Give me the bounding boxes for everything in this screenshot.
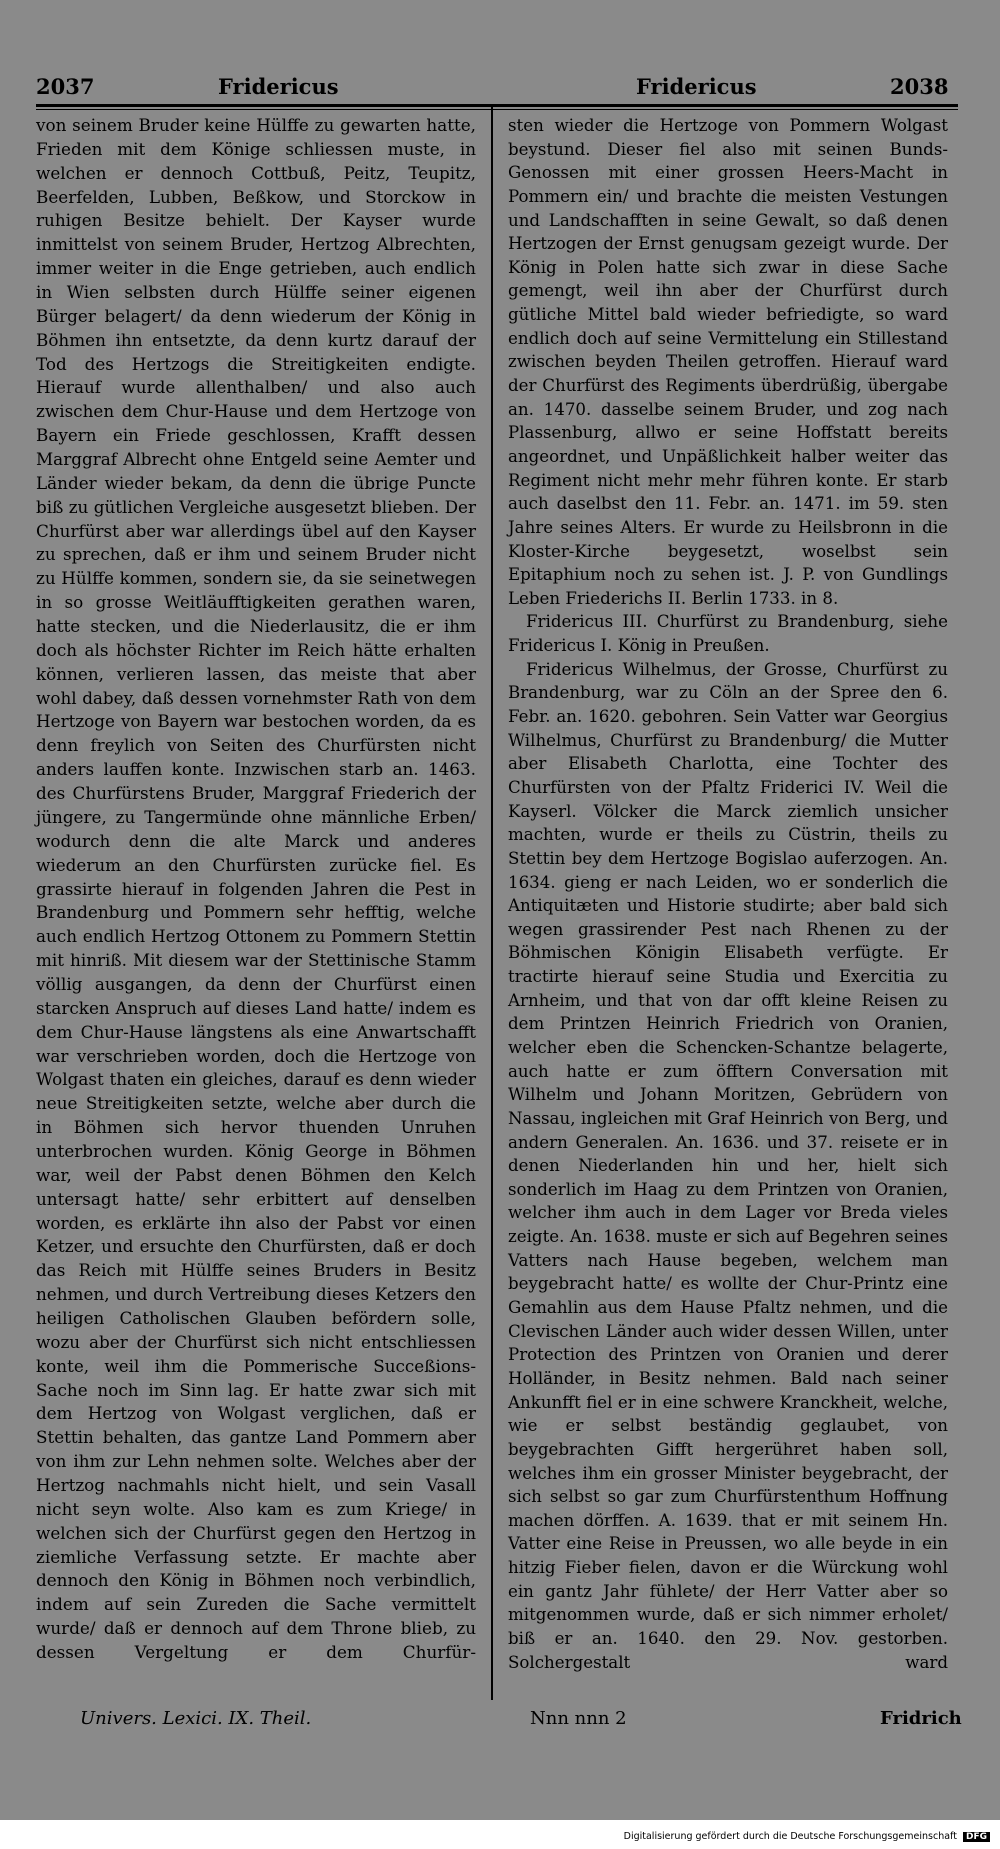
left-running-title: Fridericus <box>218 74 339 99</box>
digitization-notice <box>624 1831 990 1842</box>
left-column-paragraph: von seinem Bruder keine Hülffe zu gewarten hatte, Frieden mit dem Könige schliessen muste, in welchen er dennoch Cottbuß, Peitz, Teupitz, Beerfelden, Lubben, Beßkow, und Storckow in ruhigen Besitze behielt. Der Kayser wurde inmittelst von seinem Bruder, Hertzog Albrechten, immer weiter in die Enge getrieben, auch endlich in Wien selbsten durch Hülffe seiner eigenen Bürger belagert/ da denn wiederum der König in Böhmen ihn entsetzte, da denn kurtz darauf der Tod des Hertzogs die Streitigkeiten endigte. Hierauf wurde allenthalben/ und also auch zwischen dem Chur-Hause und dem Hertzoge von Bayern ein Friede geschlossen, Krafft dessen Marggraf Albrecht ohne Entgeld seine Aemter und Länder wieder bekam, da denn die übrige Puncte biß zu gütlichen Vergleiche ausgesetzt blieben. Der Churfürst aber war allerdings übel auf den Kayser zu sprechen, daß er ihm und seinem Bruder nicht zu Hülffe kommen, sondern sie, da sie seinetwegen in so grosse Weitläufftigkeiten gerathen waren, hatte stecken, und die Niederlausitz, die er ihm doch als höchster Richter im Reich hätte erhalten können, verlieren lassen, das meiste that aber wohl dabey, daß dessen vornehmster Rath von dem Hertzoge von Bayern war bestochen worden, da es denn freylich von Seiten des Churfürsten nicht anders lauffen konte. Inzwischen starb an. 1463. des Churfürstens Bruder, Marggraf Friederich der jüngere, zu Tangermünde ohne männliche Erben/ wodurch denn die alte Marck und anderes wiederum an den Churfürsten zurücke fiel. Es grassirte hierauf in folgenden Jahren die Pest in Brandenburg und Pommern sehr hefftig, welche auch endlich Hertzog Ottonem zu Pommern Stettin mit hinriß. Mit diesem war der Stettinische Stamm völlig ausgangen, da denn der Churfürst einen starcken Anspruch auf dieses Land hatte/ indem es dem Chur-Hause längstens als eine Anwartschafft war verschrieben worden, doch die Hertzoge von Wolgast thaten ein gleiches, darauf es denn wieder neue Streitigkeiten setzte, welche aber durch die in Böhmen sich hervor thuenden Unruhen unterbrochen wurden. König George in Böhmen war, weil der Pabst denen Böhmen den Kelch untersagt hatte/ sehr erbittert auf denselben worden, es erklärte ihn also der Pabst vor einen Ketzer, und ersuchte den Churfürsten, daß er doch das Reich mit Hülffe seines Bruders in Besitz nehmen, und durch Vertreibung dieses Ketzers den heiligen Catholischen Glauben befördern solle, wozu aber der Churfürst sich nicht entschliessen konte, weil ihm die Pommerische Succeßions-Sache noch im Sinn lag. Er hatte zwar sich mit dem Hertzog von Wolgast verglichen, daß er Stettin behalten, das gantze Land Pommern aber von ihm zur Lehn nehmen solte. Welches aber der Hertzog nachmahls nicht hielt, und sein Vasall nicht seyn wolte. Also kam es zum Kriege/ in welchen sich der Churfürst gegen den Hertzog in ziemliche Verfassung setzte. Er machte aber dennoch den König in Böhmen noch verbindlich, indem auf sein Zureden die Sache vermittelt wurde/ daß er dennoch auf dem Throne blieb, zu dessen Vergeltung er dem Churfür- <box>36 115 476 1662</box>
right-column-paragraph: sten wieder die Hertzoge von Pommern Wolgast beystund. Dieser fiel also mit seinen Bunds-Genossen mit einer grossen Heers-Macht in Pommern ein/ und brachte die meisten Vestungen und Landschafften in seine Gewalt, so daß denen Hertzogen der Ernst genugsam gezeigt wurde. Der König in Polen hatte sich zwar in diese Sache gemengt, weil ihn aber der Churfürst durch gütliche Mittel bald wieder befriedigte, so ward endlich doch auf seine Vermittelung ein Stillestand zwischen beyden Theilen getroffen. Hierauf ward der Churfürst des Regiments überdrüßig, übergabe an. 1470. dasselbe seinem Bruder, und zog nach Plassenburg, allwo er seine Hoffstatt bereits angeordnet, und Unpäßlichkeit halber weiter das Regiment nicht mehr mehr führen konte. Er starb auch daselbst den 11. Febr. an. 1471. im 59. sten Jahre seines Alters. Er wurde zu Heilsbronn in die Kloster-Kirche beygesetzt, woselbst sein Epitaphium noch zu sehen ist. J. P. von Gundlings Leben Friederichs II. Berlin 1733. in 8. <box>508 116 948 608</box>
left-page-number: 2037 <box>36 74 95 99</box>
column-divider <box>491 104 493 1700</box>
footer-catchword: Fridrich <box>880 1708 962 1729</box>
right-running-title: Fridericus <box>636 74 757 99</box>
right-column <box>508 114 948 1674</box>
digitization-notice-text: Digitalisierung gefördert durch die Deutsche Forschungsgemeinschaft <box>623 1831 957 1842</box>
header-rule <box>36 104 958 107</box>
right-page-number: 2038 <box>890 74 949 99</box>
footer-sheet-mark: Nnn nnn 2 <box>530 1708 627 1729</box>
dfg-logo-icon: DFG <box>963 1832 990 1842</box>
right-column-paragraph: Fridericus Wilhelmus, der Grosse, Churfürst zu Brandenburg, war zu Cöln an der Spree den 6. Febr. an. 1620. gebohren. Sein Vatter war Georgius Wilhelmus, Churfürst zu Brandenburg/ die Mutter aber Elisabeth Charlotta, eine Tochter des Churfürsten von der Pfaltz Friderici IV. Weil die Kayserl. Völcker die Marck ziemlich unsicher machten, wurde er theils zu Cüstrin, theils zu Stettin bey dem Hertzoge Bogislao auferzogen. An. 1634. gieng er nach Leiden, wo er sonderlich die Antiquitæten und Historie studirte; aber bald sich wegen grassirender Pest nach Rhenen zu der Böhmischen Königin Elisabeth verfügte. Er tractirte hierauf seine Studia und Exercitia zu Arnheim, und that von dar offt kleine Reisen zu dem Printzen Heinrich Friedrich von Oranien, welcher eben die Schencken-Schantze belagerte, auch hatte er zum öfftern Conversation mit Wilhelm und Johann Moritzen, Gebrüdern von Nassau, ingleichen mit Graf Heinrich von Berg, und andern Generalen. An. 1636. und 37. reisete er in denen Niederlanden hin und her, hielt sich sonderlich im Haag zu dem Printzen von Oranien, welcher ihm auch in dem Lager vor Breda vieles zeigte. An. 1638. muste er sich auf Begehren seines Vatters nach Hause begeben, welchem man beygebracht hatte/ es wollte der Chur-Printz eine Gemahlin aus dem Hause Pfaltz nehmen, und die Clevischen Länder auch wider dessen Willen, unter Protection des Printzen von Oranien und derer Holländer, in Besitz nehmen. Bald nach seiner Ankunfft fiel er in eine schwere Kranckheit, welche, wie er selbst beständig geglaubet, von beygebrachten Gifft hergerühret haben soll, welches ihm ein grosser Minister beygebracht, der sich selbst so gar zum Churfürstenthum Hoffnung machen dörffen. A. 1639. that er mit seinem Hn. Vatter eine Reise in Preussen, wo alle beyde in ein hitzig Fieber fielen, davon er die Würckung wohl ein gantz Jahr fühlete/ der Herr Vatter aber so mitgenommen wurde, daß er sich nimmer erholet/ biß er an. 1640. den 29. Nov. gestorben. Solchergestalt ward <box>508 659 948 1672</box>
header-rule-thin <box>36 109 958 110</box>
right-column-paragraph: Fridericus III. Churfürst zu Brandenburg, siehe Fridericus I. König in Preußen. <box>508 612 948 656</box>
footer-signature: Univers. Lexici. IX. Theil. <box>80 1708 312 1729</box>
left-column <box>36 114 476 1665</box>
